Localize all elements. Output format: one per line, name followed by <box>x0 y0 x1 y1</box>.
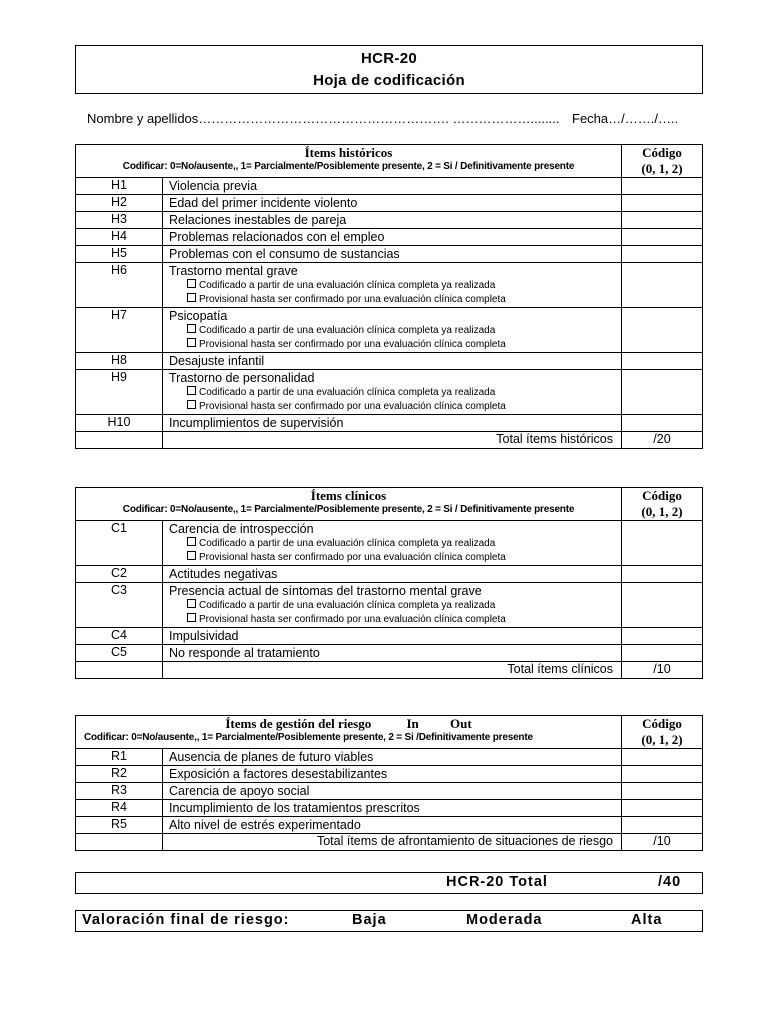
risk-header <box>76 716 622 749</box>
checkbox-icon <box>187 537 196 546</box>
document-title: HCR-20 <box>361 50 417 67</box>
hcr-total-value[interactable]: /40 <box>658 874 682 890</box>
item-code: H1 <box>76 178 163 195</box>
table-row <box>76 583 703 628</box>
score-cell[interactable] <box>622 178 703 195</box>
risk-subtitle: Codificar: 0=No/ausente,, 1= Parcialmente/Posiblemente presente, 2 = Si /Definitivamente presente <box>84 732 533 743</box>
score-cell[interactable] <box>622 817 703 834</box>
item-label: No responde al tratamiento <box>163 645 622 662</box>
item-label: Actitudes negativas <box>163 566 622 583</box>
item-code: R3 <box>76 783 163 800</box>
historic-code-header <box>622 145 703 178</box>
final-risk-box <box>75 910 703 932</box>
checkbox-icon <box>187 400 196 409</box>
table-row <box>76 800 703 817</box>
date-field[interactable]: Fecha…/……./….. <box>572 111 679 126</box>
option-evaluated[interactable]: Codificado a partir de una evaluación clínica completa ya realizada <box>169 386 621 400</box>
table-row <box>76 645 703 662</box>
risk-out-label[interactable]: Out <box>450 716 472 731</box>
score-cell[interactable] <box>622 783 703 800</box>
clinical-header <box>76 488 622 521</box>
table-row <box>76 566 703 583</box>
item-label: Problemas relacionados con el empleo <box>163 229 622 246</box>
risk-items-table <box>75 715 703 851</box>
item-label: Trastorno mental grave Codificado a partir de una evaluación clínica completa ya realizada Provisional hasta ser confirmado por una evaluación clínica completa <box>163 263 622 308</box>
risk-moderate-option[interactable]: Moderada <box>466 912 543 928</box>
total-row <box>76 432 703 449</box>
item-label: Incumplimientos de supervisión <box>163 415 622 432</box>
score-cell[interactable] <box>622 645 703 662</box>
code-header-label: Código <box>642 145 682 160</box>
item-label: Impulsividad <box>163 628 622 645</box>
clinical-title: Ítems clínicos <box>310 488 387 503</box>
hcr-total-label: HCR-20 Total <box>446 874 548 890</box>
score-cell[interactable] <box>622 263 703 308</box>
total-row <box>76 834 703 851</box>
table-row <box>76 817 703 834</box>
total-row <box>76 662 703 679</box>
option-evaluated[interactable]: Codificado a partir de una evaluación clínica completa ya realizada <box>169 279 621 293</box>
item-code: C4 <box>76 628 163 645</box>
item-code: H6 <box>76 263 163 308</box>
option-provisional[interactable]: Provisional hasta ser confirmado por una evaluación clínica completa <box>169 613 621 627</box>
checkbox-icon <box>187 338 196 347</box>
option-provisional[interactable]: Provisional hasta ser confirmado por una evaluación clínica completa <box>169 338 621 352</box>
code-header-range: (0, 1, 2) <box>641 504 683 519</box>
table-row <box>76 628 703 645</box>
item-code: C1 <box>76 521 163 566</box>
checkbox-icon <box>187 293 196 302</box>
table-row <box>76 195 703 212</box>
item-label: Ausencia de planes de futuro viables <box>163 749 622 766</box>
score-cell[interactable] <box>622 370 703 415</box>
clinical-subtitle: Codificar: 0=No/ausente,, 1= Parcialmente/Posiblemente presente, 2 = Si / Definitivamente presente <box>122 504 575 515</box>
score-cell[interactable] <box>622 583 703 628</box>
score-cell[interactable] <box>622 566 703 583</box>
item-code: H10 <box>76 415 163 432</box>
item-code: H8 <box>76 353 163 370</box>
risk-in-label[interactable]: In <box>406 716 419 731</box>
checkbox-icon <box>187 324 196 333</box>
risk-total-label: Total ítems de afrontamiento de situaciones de riesgo <box>163 834 622 851</box>
item-code: H2 <box>76 195 163 212</box>
score-cell[interactable] <box>622 800 703 817</box>
historic-title: Ítems históricos <box>304 145 393 160</box>
name-field[interactable]: Nombre y apellidos…………………………………………………. ………………........ <box>87 111 560 126</box>
option-provisional[interactable]: Provisional hasta ser confirmado por una evaluación clínica completa <box>169 293 621 307</box>
score-cell[interactable] <box>622 353 703 370</box>
title-box <box>75 45 703 94</box>
score-cell[interactable] <box>622 195 703 212</box>
table-row <box>76 783 703 800</box>
checkbox-icon <box>187 386 196 395</box>
risk-title: Ítems de gestión del riesgo <box>225 716 372 731</box>
table-row <box>76 415 703 432</box>
item-label: Alto nivel de estrés experimentado <box>163 817 622 834</box>
score-cell[interactable] <box>622 246 703 263</box>
item-code: R2 <box>76 766 163 783</box>
table-row <box>76 353 703 370</box>
item-label: Trastorno de personalidad Codificado a partir de una evaluación clínica completa ya realizada Provisional hasta ser confirmado por una evaluación clínica completa <box>163 370 622 415</box>
option-provisional[interactable]: Provisional hasta ser confirmado por una evaluación clínica completa <box>169 400 621 414</box>
item-code: H5 <box>76 246 163 263</box>
table-row <box>76 263 703 308</box>
score-cell[interactable] <box>622 749 703 766</box>
item-label: Carencia de apoyo social <box>163 783 622 800</box>
checkbox-icon <box>187 279 196 288</box>
table-row <box>76 521 703 566</box>
score-cell[interactable] <box>622 308 703 353</box>
name-date-line <box>87 111 687 126</box>
code-header-range: (0, 1, 2) <box>641 732 683 747</box>
score-cell[interactable] <box>622 212 703 229</box>
risk-high-option[interactable]: Alta <box>631 912 663 928</box>
item-code: H3 <box>76 212 163 229</box>
clinical-code-header <box>622 488 703 521</box>
item-code: C5 <box>76 645 163 662</box>
item-label: Incumplimiento de los tratamientos prescritos <box>163 800 622 817</box>
item-label: Exposición a factores desestabilizantes <box>163 766 622 783</box>
item-label: Presencia actual de síntomas del trastorno mental grave Codificado a partir de una evaluación clínica completa ya realizada Provisional hasta ser confirmado por una evaluación clínica completa <box>163 583 622 628</box>
historic-items-table <box>75 144 703 449</box>
item-label: Relaciones inestables de pareja <box>163 212 622 229</box>
hcr-total-box <box>75 872 703 894</box>
clinical-items-table <box>75 487 703 679</box>
item-label: Problemas con el consumo de sustancias <box>163 246 622 263</box>
risk-low-option[interactable]: Baja <box>352 912 387 928</box>
option-evaluated[interactable]: Codificado a partir de una evaluación clínica completa ya realizada <box>169 599 621 613</box>
final-risk-label: Valoración final de riesgo: <box>82 912 290 928</box>
table-row <box>76 749 703 766</box>
item-label: Desajuste infantil <box>163 353 622 370</box>
historic-total-value[interactable]: /20 <box>622 432 703 449</box>
checkbox-icon <box>187 599 196 608</box>
item-code: C3 <box>76 583 163 628</box>
item-code: R1 <box>76 749 163 766</box>
item-label: Edad del primer incidente violento <box>163 195 622 212</box>
option-evaluated[interactable]: Codificado a partir de una evaluación clínica completa ya realizada <box>169 324 621 338</box>
item-code: R5 <box>76 817 163 834</box>
item-code: H9 <box>76 370 163 415</box>
risk-code-header <box>622 716 703 749</box>
table-row <box>76 766 703 783</box>
clinical-total-label: Total ítems clínicos <box>163 662 622 679</box>
historic-subtitle: Codificar: 0=No/ausente,, 1= Parcialmente/Posiblemente presente, 2 = Si / Definitivamente presente <box>122 161 575 172</box>
score-cell[interactable] <box>622 766 703 783</box>
option-evaluated[interactable]: Codificado a partir de una evaluación clínica completa ya realizada <box>169 537 621 551</box>
checkbox-icon <box>187 613 196 622</box>
code-header-label: Código <box>642 716 682 731</box>
item-code: R4 <box>76 800 163 817</box>
historic-total-label: Total ítems históricos <box>163 432 622 449</box>
item-code: C2 <box>76 566 163 583</box>
table-row <box>76 212 703 229</box>
option-provisional[interactable]: Provisional hasta ser confirmado por una evaluación clínica completa <box>169 551 621 565</box>
item-code: H7 <box>76 308 163 353</box>
historic-header <box>76 145 622 178</box>
table-row <box>76 370 703 415</box>
checkbox-icon <box>187 551 196 560</box>
clinical-total-value[interactable]: /10 <box>622 662 703 679</box>
risk-total-value[interactable]: /10 <box>622 834 703 851</box>
item-label: Violencia previa <box>163 178 622 195</box>
score-cell[interactable] <box>622 415 703 432</box>
document-subtitle: Hoja de codificación <box>313 72 465 89</box>
table-row <box>76 308 703 353</box>
table-row <box>76 229 703 246</box>
score-cell[interactable] <box>622 521 703 566</box>
score-cell[interactable] <box>622 229 703 246</box>
item-label: Carencia de introspección Codificado a partir de una evaluación clínica completa ya realizada Provisional hasta ser confirmado por una evaluación clínica completa <box>163 521 622 566</box>
item-code: H4 <box>76 229 163 246</box>
table-row <box>76 246 703 263</box>
code-header-range: (0, 1, 2) <box>641 161 683 176</box>
item-label: Psicopatía Codificado a partir de una evaluación clínica completa ya realizada Provisional hasta ser confirmado por una evaluación clínica completa <box>163 308 622 353</box>
code-header-label: Código <box>642 488 682 503</box>
table-row <box>76 178 703 195</box>
score-cell[interactable] <box>622 628 703 645</box>
